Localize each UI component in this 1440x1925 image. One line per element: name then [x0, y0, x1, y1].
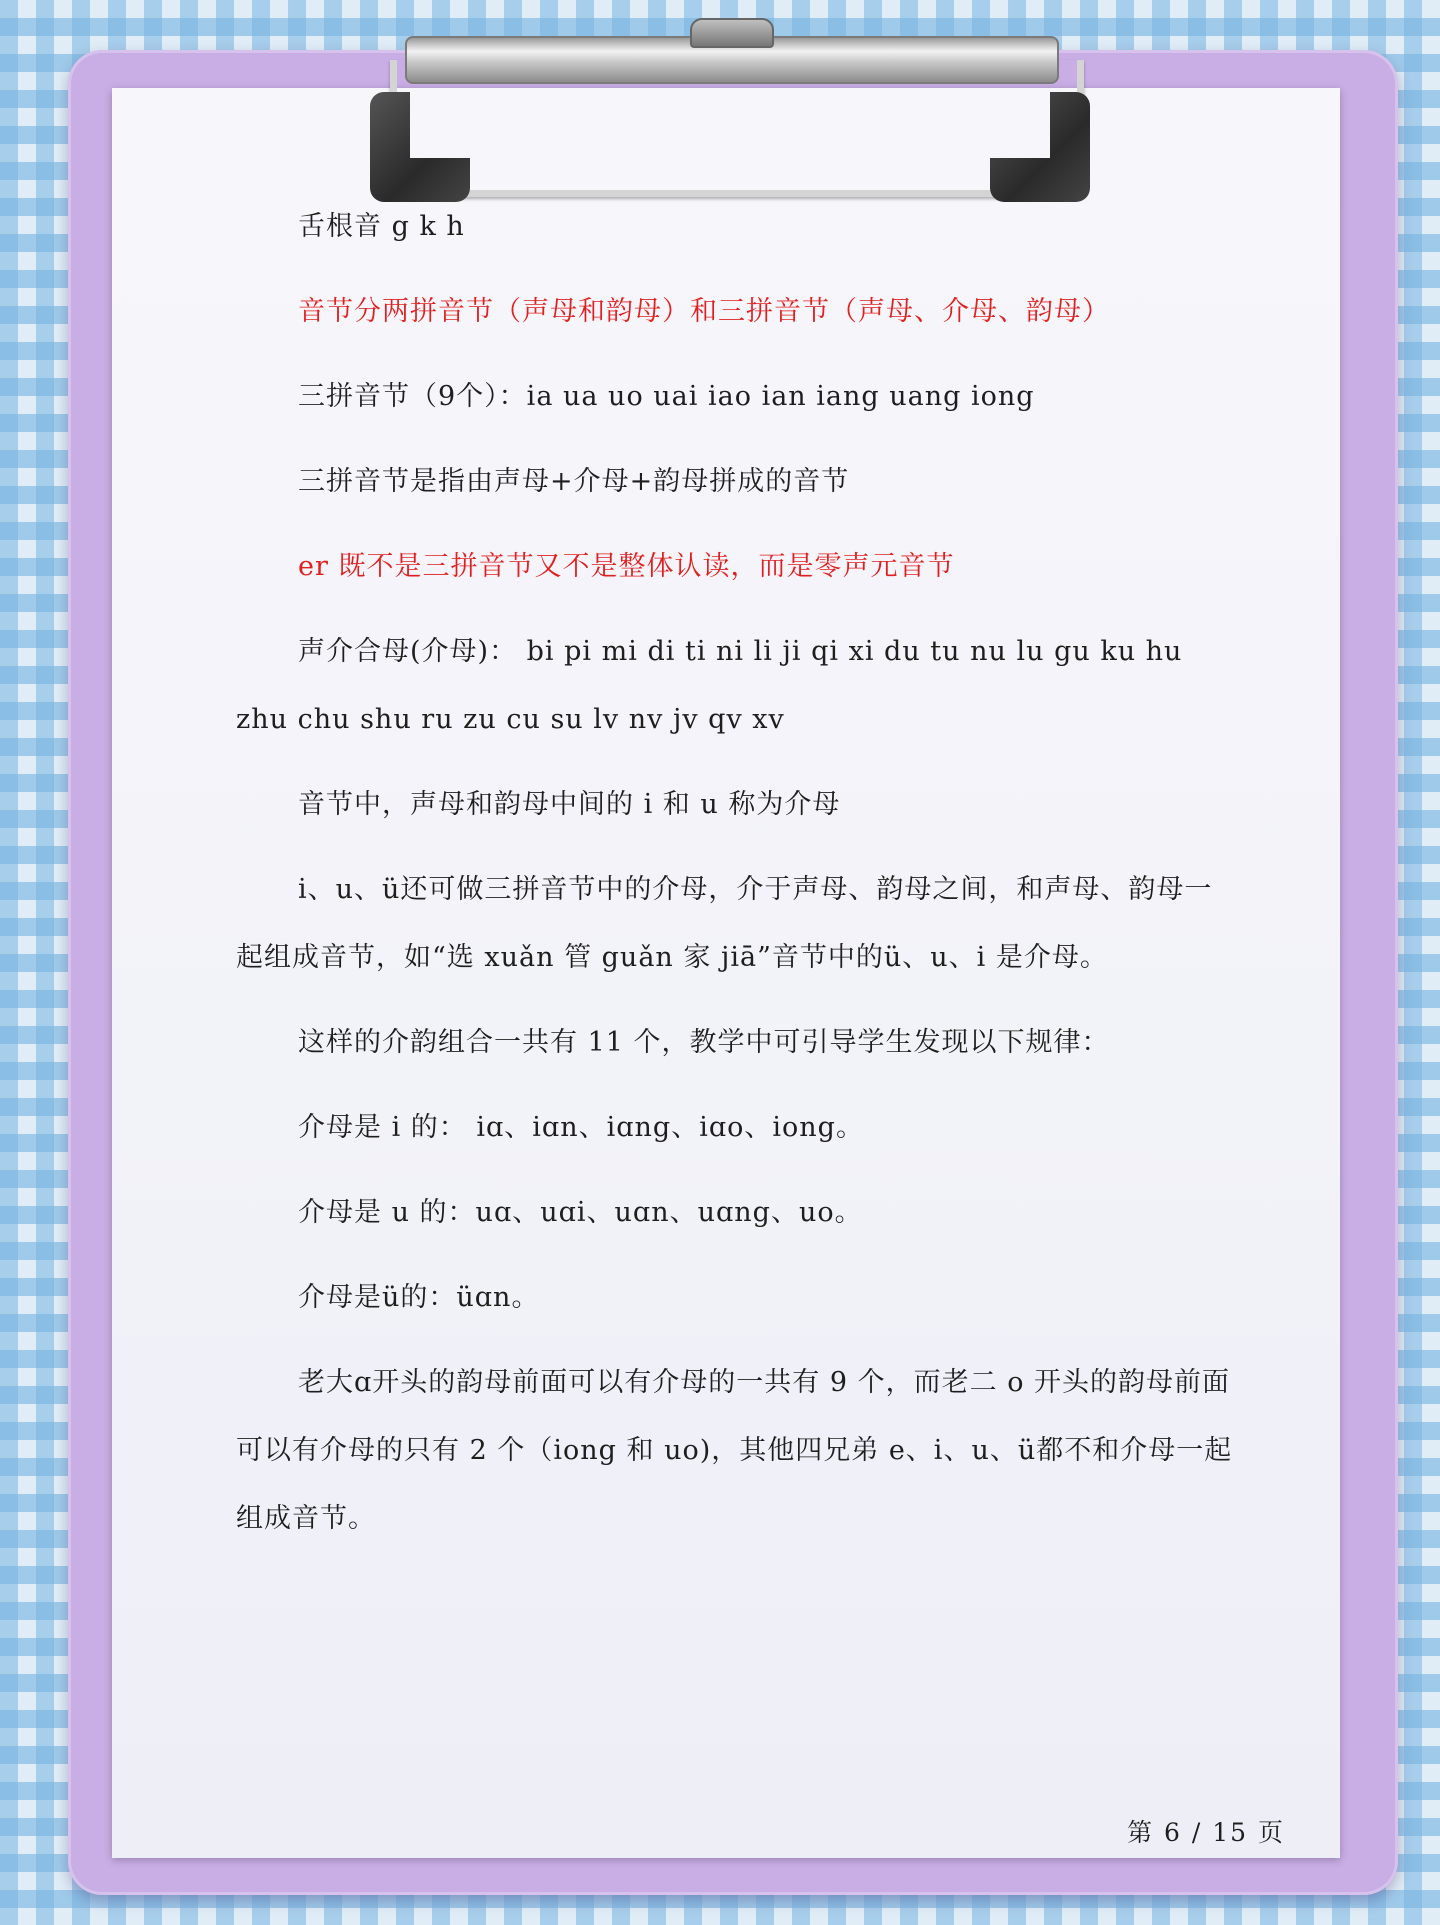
text-line: 音节中，声母和韵母中间的 i 和 u 称为介母	[298, 789, 841, 820]
text-line: 起组成音节，如“选 xuǎn 管 guǎn 家 jiā”音节中的ü、u、i 是介母。	[236, 942, 1108, 973]
text-line: i、u、ü还可做三拼音节中的介母，介于声母、韵母之间，和声母、韵母一	[298, 874, 1213, 905]
text-line: 舌根音 g k h	[298, 211, 465, 242]
text-line: 三拼音节是指由声母+介母+韵母拼成的音节	[298, 466, 850, 497]
text-line: 这样的介韵组合一共有 11 个，教学中可引导学生发现以下规律：	[298, 1027, 1110, 1058]
text-line: 老大ɑ开头的韵母前面可以有介母的一共有 9 个，而老二 o 开头的韵母前面	[298, 1367, 1231, 1398]
text-line: zhu chu shu ru zu cu su lv nv jv qv xv	[236, 704, 785, 735]
text-line: 可以有介母的只有 2 个（iong 和 uo)，其他四兄弟 e、i、u、ü都不和介母一起	[236, 1435, 1233, 1466]
page-number: 第 6 / 15 页	[1127, 1818, 1285, 1847]
text-line: 音节分两拼音节（声母和韵母）和三拼音节（声母、介母、韵母）	[298, 296, 1110, 327]
metal-clip	[360, 0, 1100, 220]
text-line: 三拼音节（9个）：ia ua uo uai iao ian iang uang iong	[298, 381, 1035, 412]
clip-knob	[690, 18, 774, 48]
text-line: 介母是ü的：üɑn。	[298, 1282, 540, 1313]
text-line: 介母是 u 的：uɑ、uɑi、uɑn、uɑng、uo。	[298, 1197, 863, 1228]
document-text	[236, 210, 1286, 1536]
text-line: 声介合母(介母)： bi pi mi di ti ni li ji qi xi du tu nu lu gu ku hu	[298, 636, 1183, 667]
text-line: er 既不是三拼音节又不是整体认读，而是零声元音节	[298, 551, 955, 582]
text-line: 组成音节。	[236, 1503, 376, 1534]
text-line: 介母是 i 的： iɑ、iɑn、iɑng、iɑo、iong。	[298, 1112, 864, 1143]
